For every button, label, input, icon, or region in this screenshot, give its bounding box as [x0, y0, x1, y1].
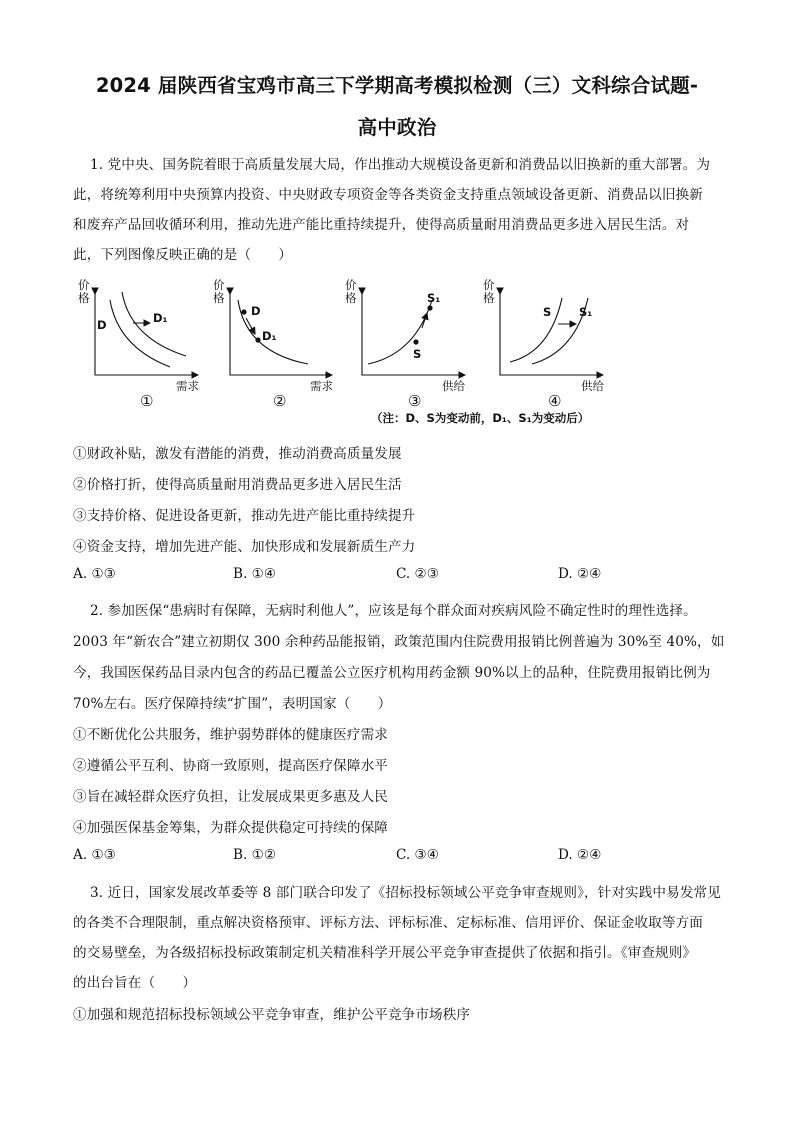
graph-1-y-label-2: 格: [78, 291, 90, 305]
graph-3-point-s-label: S: [413, 347, 422, 361]
q1-option-d[interactable]: D. ②④: [558, 566, 602, 582]
graph-2-point-d1: [255, 337, 260, 342]
q2-stem-line-3: 今，我国医保药品目录内包含的药品已覆盖公立医疗机构用药金额 90%以上的品种，住院费用报销比例为: [73, 665, 711, 681]
q2-statement-3: ③旨在减轻群众医疗负担，让发展成果更多惠及人民: [73, 789, 388, 805]
q2-option-c[interactable]: C. ③④: [396, 847, 439, 863]
graph-2-x-label: 需求: [310, 379, 333, 393]
graph-4-x-label: 供给: [581, 379, 604, 393]
q3-statement-1: ①加强和规范招标投标领域公平竞争审查，维护公平竞争市场秩序: [73, 1007, 471, 1023]
graph-2-number: ②: [273, 392, 287, 410]
graph-3-x-label: 供给: [442, 379, 465, 393]
q2-stem-line-1: 2. 参加医保“患病时有保障，无病时利他人”，应该是每个群众面对疾病风险不确定性时的理性选择。: [90, 603, 697, 619]
q2-option-b[interactable]: B. ①②: [233, 847, 277, 863]
document-title-line-1: 2024 届陕西省宝鸡市高三下学期高考模拟检测（三）文科综合试题-: [95, 74, 699, 97]
q1-statement-1: ①财政补贴，激发有潜能的消费，推动消费高质量发展: [73, 446, 402, 462]
q3-stem-line-2: 的各类不合理限制，重点解决资格预审、评标方法、评标标准、定标标准、信用评价、保证金收取等方面: [73, 915, 703, 931]
q1-option-c[interactable]: C. ②③: [396, 566, 439, 582]
document-title-line-2: 高中政治: [357, 116, 437, 139]
q1-option-b[interactable]: B. ①④: [233, 566, 277, 582]
graph-3-y-label-2: 格: [345, 291, 357, 305]
q1-stem-line-1: 1. 党中央、国务院着眼于高质量发展大局，作出推动大规模设备更新和消费品以旧换新的重大部署。为: [90, 157, 711, 173]
graphs-note: （注：D、S为变动前，D₁、S₁为变动后）: [371, 411, 590, 425]
q2-stem-line-2: 2003 年“新农合”建立初期仅 300 余种药品能报销，政策范围内住院费用报销比例普遍为 30%至 40%，如: [73, 634, 725, 650]
graph-3-movement-arrow: [422, 313, 427, 328]
q3-stem-line-3: 的交易壁垒，为各级招标投标政策制定机关精准科学开展公平竞争审查提供了依据和指引。《审查规则》: [73, 945, 697, 961]
q2-statement-1: ①不断优化公共服务，维护弱势群体的健康医疗需求: [73, 727, 388, 743]
q2-stem-line-4: 70%左右。医疗保障持续“扩围”，表明国家（ ）: [73, 696, 392, 712]
graph-2-point-d1-label: D₁: [262, 329, 277, 343]
graph-2-y-label-2: 格: [213, 291, 225, 305]
q3-stem-line-4: 的出台旨在（ ）: [73, 975, 197, 991]
graph-3-y-label-1: 价: [345, 278, 357, 292]
q1-supply-demand-graphs: [70, 272, 630, 430]
graph-1-number: ①: [140, 392, 154, 410]
graph-1-curve-d1-label: D₁: [153, 311, 168, 325]
q3-stem-line-1: 3. 近日，国家发展改革委等 8 部门联合印发了《招标投标领域公平竞争审查规则》，针对实践中易发常见: [90, 885, 721, 901]
graph-3-point-s: [413, 339, 418, 344]
q2-option-d[interactable]: D. ②④: [558, 847, 602, 863]
q2-statement-4: ④加强医保基金筹集，为群众提供稳定可持续的保障: [73, 820, 388, 836]
q1-stem-line-4: 此，下列图像反映正确的是（ ）: [73, 247, 293, 263]
graph-2-axes: [230, 294, 332, 375]
graph-4-curve-s: [510, 298, 562, 362]
q1-stem-line-2: 此，将统筹利用中央预算内投资、中央财政专项资金等各类资金支持重点领域设备更新、消费品以旧换新: [73, 187, 703, 203]
graph-2-point-d-label: D: [251, 304, 261, 318]
graph-4-y-label-2: 格: [483, 291, 495, 305]
graph-4-y-label-1: 价: [483, 278, 495, 292]
graph-1-curve-d-label: D: [97, 318, 107, 332]
q2-statement-2: ②遵循公平互利、协商一致原则，提高医疗保障水平: [73, 758, 388, 774]
graph-1-y-label-1: 价: [78, 278, 90, 292]
graph-3-number: ③: [408, 392, 422, 410]
graph-3-point-s1-label: S₁: [427, 291, 441, 305]
q1-statement-2: ②价格打折，使得高质量耐用消费品更多进入居民生活: [73, 477, 402, 493]
graph-3-axes: [362, 294, 465, 375]
q1-statement-3: ③支持价格、促进设备更新，推动先进产能比重持续提升: [73, 508, 416, 524]
graph-2-point-d: [241, 309, 246, 314]
graph-4-number: ④: [548, 392, 562, 410]
graph-4-curve-s1-label: S₁: [579, 305, 593, 319]
graph-4-curve-s-label: S: [543, 305, 552, 319]
graph-3-point-s1: [427, 305, 432, 310]
graph-2-y-label-1: 价: [213, 278, 225, 292]
graph-3-curve: [368, 300, 432, 364]
q1-option-a[interactable]: A. ①③: [73, 566, 116, 582]
q1-stem-line-3: 和废弃产品回收循环利用，推动先进产能比重持续提升，使得高质量耐用消费品更多进入居民生活。对: [73, 217, 690, 233]
graph-1-x-label: 需求: [176, 379, 199, 393]
q1-statement-4: ④资金支持，增加先进产能、加快形成和发展新质生产力: [73, 539, 416, 555]
q2-option-a[interactable]: A. ①③: [73, 847, 116, 863]
